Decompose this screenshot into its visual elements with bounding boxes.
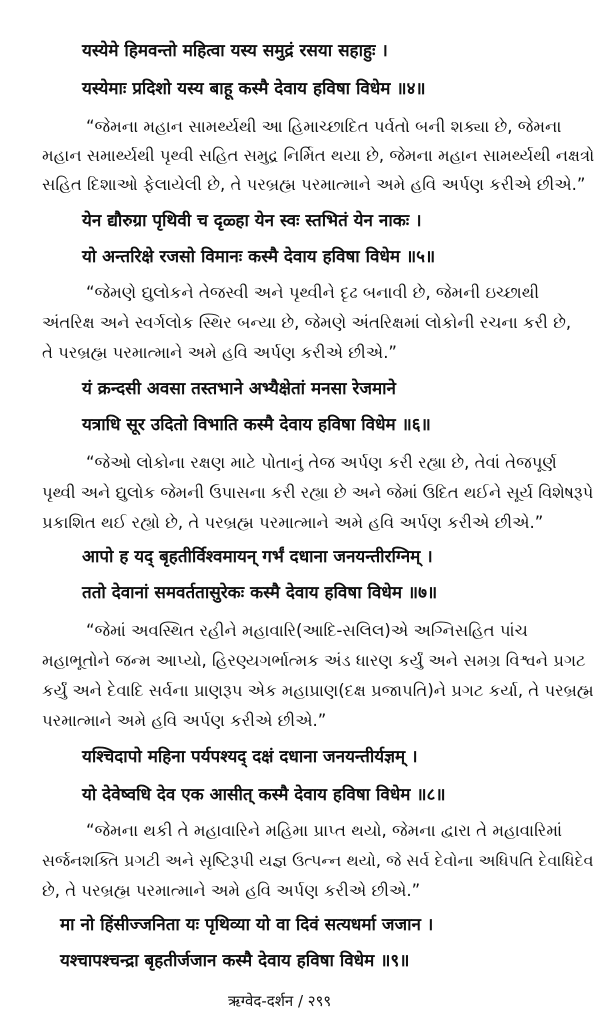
verse-4-sanskrit-line-1: यस्येमे हिमवन्तो महित्वा यस्य समुद्रं रसया सहाहुः । [82, 41, 388, 61]
verse-6-gujarati-line-3: પ્રકાશિત થઈ રહ્યો છે, તે પરબ્રહ્મ પરમાત્માને અમે હવિ અર્પણ કરીએ છીએ.” [42, 513, 544, 532]
verse-7-gujarati-line-2: મહાભૂતોને જન્મ આપ્યો, હિરણ્યગર્ભાત્મક અંડ ધારણ કર્યું અને સમગ્ર વિશ્વને પ્રગટ [42, 651, 586, 670]
verse-5-gujarati-line-2: અંતરિક્ષ અને સ્વર્ગલોક સ્થિર બન્યા છે, જેમણે અંતરિક્ષમાં લોકોની રચના કરી છે, [42, 313, 572, 332]
verse-5-gujarati-line-3: તે પરબ્રહ્મ પરમાત્માને અમે હવિ અર્પણ કરીએ છીએ.” [42, 343, 397, 362]
verse-7-sanskrit-line-2: ततो देवानां समवर्ततासुरेकः कस्मै देवाय हविषा विधेम ॥७॥ [82, 583, 438, 603]
verse-4-sanskrit-line-2: यस्येमाः प्रदिशो यस्य बाहू कस्मै देवाय हविषा विधेम ॥४॥ [82, 79, 426, 99]
verse-4-gujarati-line-2: મહાન સમાર્થ્યથી પૃથ્વી સહિત સમુદ્ર નિર્મિત થયા છે, જેમના મહાન સામર્થ્યથી નક્ષત્રો [42, 146, 595, 165]
verse-6-sanskrit-line-2: यत्राधि सूर उदितो विभाति कस्मै देवाय हविषा विधेम ॥६॥ [82, 415, 431, 435]
verse-5-gujarati-line-1: “જેમણે દ્યુલોકને તેજસ્વી અને પૃથ્વીને દૃઢ બનાવી છે, જેમની ઇચ્છાથી [86, 283, 540, 302]
verse-7-sanskrit-line-1: आपो ह यद् बृहतीर्विश्वमायन् गर्भं दधाना जनयन्तीरग्निम् । [82, 547, 433, 567]
verse-7-gujarati-line-4: પરમાત્માને અમે હવિ અર્પણ કરીએ છીએ.” [42, 711, 327, 730]
verse-4-gujarati-line-3: સહિત દિશાઓ ફેલાયેલી છે, તે પરબ્રહ્મ પરમાત્માને અમે હવિ અર્પણ કરીએ છીએ.” [42, 175, 586, 194]
verse-8-sanskrit-line-1: यश्चिदापो महिना पर्यपश्यद् दक्षं दधाना जनयन्तीर्यज्ञम् । [82, 747, 418, 767]
verse-4-gujarati-line-1: “જેમના મહાન સામર્થ્યથી આ હિમાચ્છાદિત પર્વતો બની શક્યા છે, જેમના [86, 117, 562, 136]
page-footer: ऋग्वेद-दर्शन / २९९ [228, 992, 332, 1010]
verse-8-gujarati-line-1: “જેમના થકી તે મહાવારિને મહિમા પ્રાપ્ત થયો, જેમના દ્વારા તે મહાવારિમાં [86, 821, 563, 840]
verse-7-gujarati-line-1: “જેમાં અવસ્થિત રહીને મહાવારિ(આદિ-સલિલ)એ અગ્નિસહિત પાંચ [86, 621, 528, 640]
verse-5-sanskrit-line-1: येन द्यौरुग्रा पृथिवी च दृळ्हा येन स्वः स्तभितं येन नाकः । [82, 211, 422, 231]
verse-7-gujarati-line-3: કર્યું અને દેવાદિ સર્વના પ્રાણરૂપ એક મહાપ્રાણ(દક્ષ પ્રજાપતિ)ને પ્રગટ કર્યા, તે પરબ્રહ્મ [42, 681, 594, 700]
verse-6-sanskrit-line-1: यं क्रन्दसी अवसा तस्तभाने अभ्यैक्षेतां मनसा रेजमाने [82, 379, 396, 399]
verse-8-gujarati-line-3: છે, તે પરબ્રહ્મ પરમાત્માને અમે હવિ અર્પણ કરીએ છીએ.” [42, 881, 421, 900]
verse-6-gujarati-line-2: પૃથ્વી અને દ્યુલોક જેમની ઉપાસના કરી રહ્યા છે અને જેમાં ઉદિત થઈને સૂર્ય વિશેષરૂપે [42, 483, 594, 502]
verse-8-gujarati-line-2: સર્જનશક્તિ પ્રગટી અને સૃષ્ટિરૂપી યજ્ઞ ઉત્પન્ન થયો, જે સર્વ દેવોના અધિપતિ દેવાધિદેવ [42, 851, 594, 870]
verse-5-sanskrit-line-2: यो अन्तरिक्षे रजसो विमानः कस्मै देवाय हविषा विधेम ॥५॥ [82, 247, 436, 267]
verse-9-sanskrit-line-1: मा नो हिंसीज्जनिता यः पृथिव्या यो वा दिवं सत्यधर्मा जजान । [60, 915, 434, 935]
verse-6-gujarati-line-1: “જેઓ લોકોના રક્ષણ માટે પોતાનું તેજ અર્પણ કરી રહ્યા છે, તેવાં તેજપૂર્ણ [86, 453, 557, 472]
verse-8-sanskrit-line-2: यो देवेष्वधि देव एक आसीत् कस्मै देवाय हविषा विधेम ॥८॥ [82, 785, 446, 805]
verse-9-sanskrit-line-2: यश्चापश्चन्द्रा बृहतीर्जजान कस्मै देवाय हविषा विधेम ॥९॥ [60, 951, 410, 971]
